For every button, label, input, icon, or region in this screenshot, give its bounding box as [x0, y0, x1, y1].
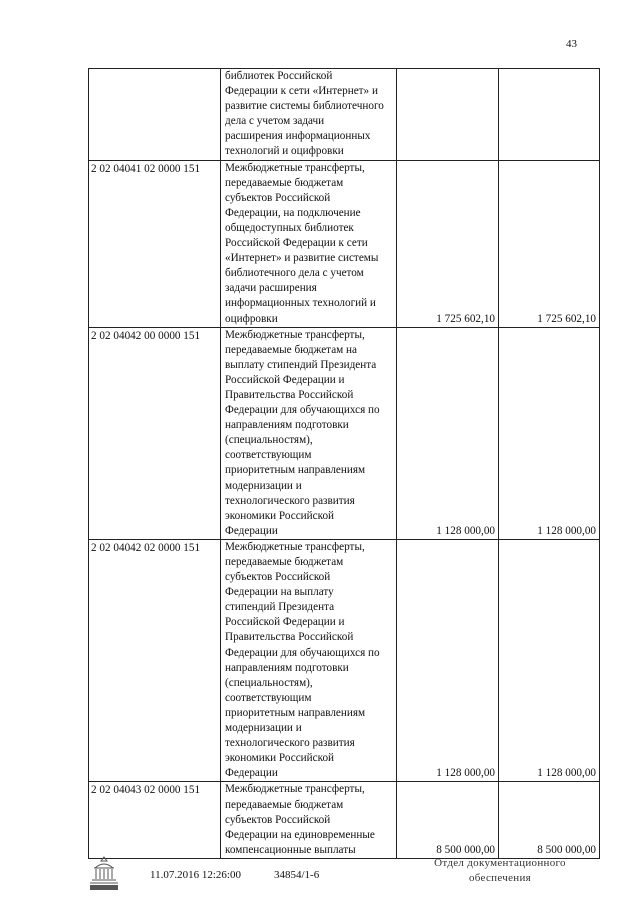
- page-number: 43: [566, 38, 577, 50]
- row-code: [89, 69, 221, 161]
- row-name-line: задачи расширения: [225, 282, 317, 295]
- row-value-1: 1 725 602,10: [397, 160, 499, 327]
- row-name-line: технологий и оцифровки: [225, 145, 344, 158]
- row-code: 2 02 04043 02 0000 151: [89, 782, 221, 858]
- row-name-line: субъектов Российской: [225, 813, 331, 826]
- row-name-line: компенсационные выплаты: [225, 843, 356, 856]
- row-code: 2 02 04041 02 0000 151: [89, 160, 221, 327]
- row-name-line: библиотек Российской: [225, 70, 333, 82]
- row-name-line: Правительства Российской: [225, 388, 354, 401]
- row-name-line: направлениям подготовки: [225, 661, 349, 674]
- row-name-line: Федерации, на подключение: [225, 206, 361, 219]
- row-name-line: Федерации для обучающихся по: [225, 646, 380, 659]
- row-name-line: Федерации для обучающихся по: [225, 404, 380, 417]
- office-stamp-line: Отдел документационного: [434, 857, 566, 869]
- row-name-line: общедоступных библиотек: [225, 221, 354, 234]
- row-name: [221, 782, 397, 858]
- row-name-line: приоритетным направлениям: [225, 464, 366, 477]
- row-name: [221, 69, 397, 161]
- row-name-line: библиотечного дела с учетом: [225, 267, 364, 280]
- row-name-line: выплату стипендий Президента: [225, 358, 377, 371]
- row-value-2: 1 128 000,00: [499, 327, 600, 539]
- table-row: [89, 327, 600, 539]
- row-name-line: Федерации на единовременные: [225, 828, 375, 841]
- page-footer: [0, 850, 640, 900]
- row-name-line: передаваемые бюджетам: [225, 176, 344, 189]
- row-name-line: Межбюджетные трансферты,: [225, 328, 365, 341]
- row-value-2: [499, 69, 600, 161]
- stamp-date: 11.07.2016 12:26:00: [150, 869, 241, 881]
- row-name-line: экономики Российской: [225, 752, 335, 765]
- row-name-line: развитие системы библиотечного: [225, 100, 384, 113]
- row-name-line: Российской Федерации и: [225, 616, 345, 629]
- table-row: [89, 160, 600, 327]
- row-name-line: Российской Федерации и: [225, 373, 345, 386]
- row-name-line: Федерации: [225, 767, 278, 780]
- row-name-line: субъектов Российской: [225, 571, 331, 584]
- row-name-line: «Интернет» и развитие системы: [225, 252, 379, 265]
- row-name-line: Правительства Российской: [225, 631, 354, 644]
- row-value-2: 8 500 000,00: [499, 782, 600, 858]
- row-name-line: субъектов Российской: [225, 191, 331, 204]
- row-value-1: 1 128 000,00: [397, 327, 499, 539]
- table-row: [89, 69, 600, 161]
- row-name-line: (специальностям),: [225, 434, 313, 447]
- row-name-line: расширения информационных: [225, 130, 371, 143]
- row-name: [221, 160, 397, 327]
- row-name-line: Федерации: [225, 524, 278, 537]
- row-name-line: передаваемые бюджетам: [225, 556, 344, 568]
- row-name: [221, 327, 397, 539]
- row-name-line: соответствующим: [225, 691, 312, 704]
- row-value-1: 1 128 000,00: [397, 539, 499, 782]
- row-name: [221, 539, 397, 782]
- row-code: 2 02 04042 00 0000 151: [89, 327, 221, 539]
- row-name-line: стипендий Президента: [225, 601, 335, 614]
- row-name-line: передаваемые бюджетам: [225, 798, 344, 811]
- stamp-doc-number: 34854/1-6: [274, 869, 320, 881]
- table-row: [89, 539, 600, 782]
- row-name-line: оцифровки: [225, 312, 278, 325]
- row-name-line: дела с учетом задачи: [225, 115, 325, 128]
- row-name-line: Межбюджетные трансферты,: [225, 783, 365, 796]
- row-name-line: модернизации и: [225, 722, 302, 735]
- row-name-line: Российской Федерации к сети: [225, 237, 368, 250]
- table-row: [89, 782, 600, 858]
- row-code: 2 02 04042 02 0000 151: [89, 539, 221, 782]
- row-name-line: соответствующим: [225, 449, 312, 462]
- row-name-line: технологического развития: [225, 737, 355, 750]
- row-value-1: 8 500 000,00: [397, 782, 499, 858]
- office-stamp: [420, 856, 580, 886]
- row-name-line: передаваемые бюджетам на: [225, 343, 357, 356]
- row-value-2: 1 128 000,00: [499, 539, 600, 782]
- row-name-line: информационных технологий и: [225, 297, 376, 310]
- row-name-line: направлениям подготовки: [225, 419, 349, 432]
- row-name-line: приоритетным направлениям: [225, 706, 366, 719]
- row-name-line: модернизации и: [225, 479, 302, 492]
- row-name-line: Федерации к сети «Интернет» и: [225, 85, 378, 98]
- row-value-2: 1 725 602,10: [499, 160, 600, 327]
- row-name-line: (специальностям),: [225, 676, 313, 689]
- duma-emblem-icon: [86, 854, 122, 892]
- row-name-line: технологического развития: [225, 494, 355, 507]
- row-name-line: Федерации на выплату: [225, 586, 334, 599]
- office-stamp-line: обеспечения: [468, 872, 532, 884]
- row-name-line: экономики Российской: [225, 509, 335, 522]
- row-name-line: Межбюджетные трансферты,: [225, 161, 365, 174]
- row-name-line: Межбюджетные трансферты,: [225, 540, 365, 553]
- budget-table: [88, 68, 600, 859]
- row-value-1: [397, 69, 499, 161]
